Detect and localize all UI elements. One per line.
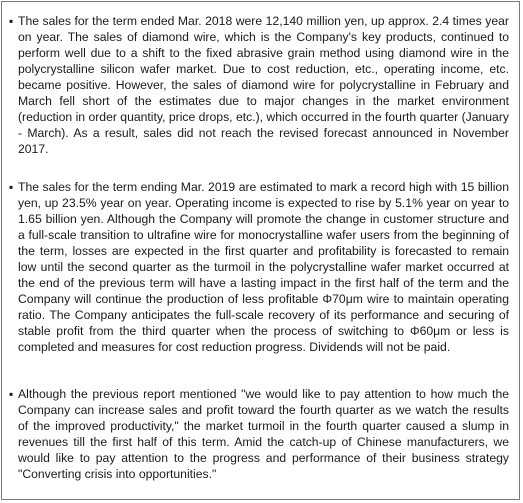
list-item <box>9 13 509 157</box>
paragraph-text: Although the previous report mentioned "we would like to pay attention to how much the Company can increase sales and profit toward the fourth quarter as we watch the results of the improved productivity," the market turmoil in the fourth quarter caused a slump in revenues till the first half of this term. Amid the catch-up of Chinese manufacturers, we would like to pay attention to the progress and performance of their business strategy "Converting crisis into opportunities." <box>18 387 509 481</box>
list-item <box>9 179 509 355</box>
bullet-icon: ▪ <box>9 180 14 194</box>
paragraph-text: The sales for the term ending Mar. 2019 are estimated to mark a record high with 15 billion yen, up 23.5% year on year. Operating income is expected to rise by 5.1% year on year to 1.65 billion yen. Although the Company will promote the change in customer structure and a full-scale transition to ultrafine wire for monocrystalline wafer users from the beginning of the term, losses are expected in the first quarter and profitability is forecasted to remain low until the second quarter as the turmoil in the polycrystalline wafer market occurred at the end of the previous term will have a lasting impact in the first half of the term and the Company will continue the production of less profitable Φ70μm wire to maintain operating ratio. The Company anticipates the full-scale recovery of its performance and securing of stable profit from the third quarter when the process of switching to Φ60μm or less is completed and measures for cost reduction progress. Dividends will not be paid. <box>18 180 509 354</box>
bullet-icon: ▪ <box>9 387 14 401</box>
bullet-icon: ▪ <box>9 14 14 28</box>
paragraph-text: The sales for the term ended Mar. 2018 were 12,140 million yen, up approx. 2.4 times year on year. The sales of diamond wire, which is the Company's key products, continued to perform well due to a shift to the fixed abrasive grain method using diamond wire in the polycrystalline silicon wafer market. Due to cost reduction, etc., operating income, etc. became positive. However, the sales of diamond wire for polycrystalline in February and March fell short of the estimates due to major changes in the market environment (reduction in order quantity, price drops, etc.), which occurred in the fourth quarter (January - March). As a result, sales did not reach the revised forecast announced in November 2017. <box>18 14 509 156</box>
text-frame <box>1 1 520 500</box>
list-item <box>9 386 509 482</box>
